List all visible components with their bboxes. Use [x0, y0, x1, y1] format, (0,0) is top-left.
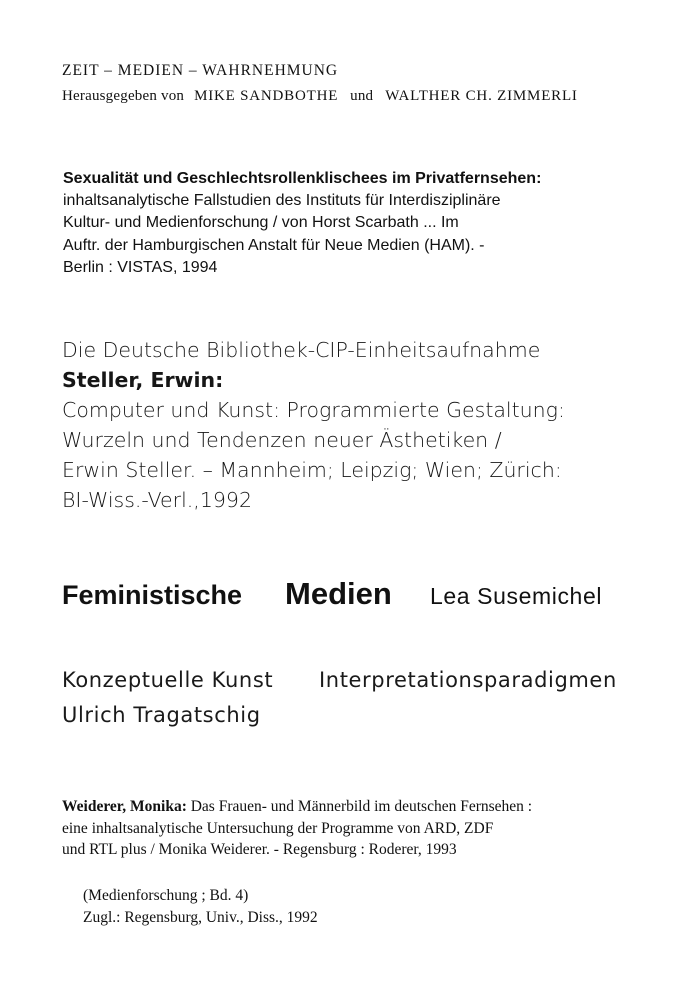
- record-title: Sexualität und Geschlechtsrollenklischees im Privatfernsehen:: [63, 170, 542, 187]
- record-line: und RTL plus / Monika Weiderer. - Regensburg : Roderer, 1993: [62, 841, 457, 859]
- konzeptuelle-kunst-title: [62, 668, 642, 748]
- weiderer-record: [62, 796, 532, 861]
- record-title: Das Frauen- und Männerbild im deutschen Fernsehen :: [190, 798, 533, 815]
- cip-line: BI-Wiss.-Verl.,1992: [62, 488, 252, 512]
- record-line: inhaltsanalytische Fallstudien des Instituts für Interdisziplinäre: [63, 192, 501, 210]
- title-word-medien: Medien: [285, 576, 392, 611]
- cip-line: Computer und Kunst: Programmierte Gestaltung:: [62, 398, 565, 422]
- editor-join: und: [350, 88, 374, 104]
- record-first-line: [62, 796, 532, 818]
- record-line: Kultur- und Medienforschung / von Horst Scarbath ... Im: [63, 214, 459, 232]
- cip-author: Steller, Erwin:: [62, 368, 224, 392]
- cip-record: [62, 335, 565, 515]
- editors-line: [62, 84, 578, 108]
- cip-line: Wurzeln und Tendenzen neuer Ästhetiken /: [62, 428, 502, 452]
- editor-1: MIKE SANDBOTHE: [194, 88, 339, 104]
- author-name: Ulrich Tragatschig: [62, 703, 261, 727]
- sexualitaet-record: [63, 168, 541, 279]
- series-note: (Medienforschung ; Bd. 4): [83, 887, 249, 904]
- title-word-feministische: Feministische: [62, 580, 243, 610]
- feministische-medien-title: [62, 576, 642, 616]
- record-line: Berlin : VISTAS, 1994: [63, 258, 218, 276]
- book-subtitle: Interpretationsparadigmen: [319, 668, 617, 692]
- record-line: Auftr. der Hamburgischen Anstalt für Neue Medien (HAM). -: [63, 236, 485, 254]
- cip-line: Erwin Steller. – Mannheim; Leipzig; Wien; Zürich:: [62, 458, 562, 482]
- author-name: Lea Susemichel: [430, 583, 603, 609]
- record-author: Weiderer, Monika:: [62, 798, 187, 815]
- record-line: eine inhaltsanalytische Untersuchung der Programme von ARD, ZDF: [62, 819, 494, 837]
- cip-heading: Die Deutsche Bibliothek-CIP-Einheitsaufnahme: [62, 338, 541, 362]
- editor-prefix: Herausgegeben von: [62, 88, 185, 104]
- book-title: Konzeptuelle Kunst: [62, 668, 274, 692]
- series-header: [62, 58, 578, 108]
- editor-2: WALTHER CH. ZIMMERLI: [385, 88, 578, 104]
- series-title: ZEIT – MEDIEN – WAHRNEHMUNG: [62, 62, 339, 79]
- thesis-note: Zugl.: Regensburg, Univ., Diss., 1992: [83, 908, 318, 926]
- weiderer-notes: [83, 885, 318, 928]
